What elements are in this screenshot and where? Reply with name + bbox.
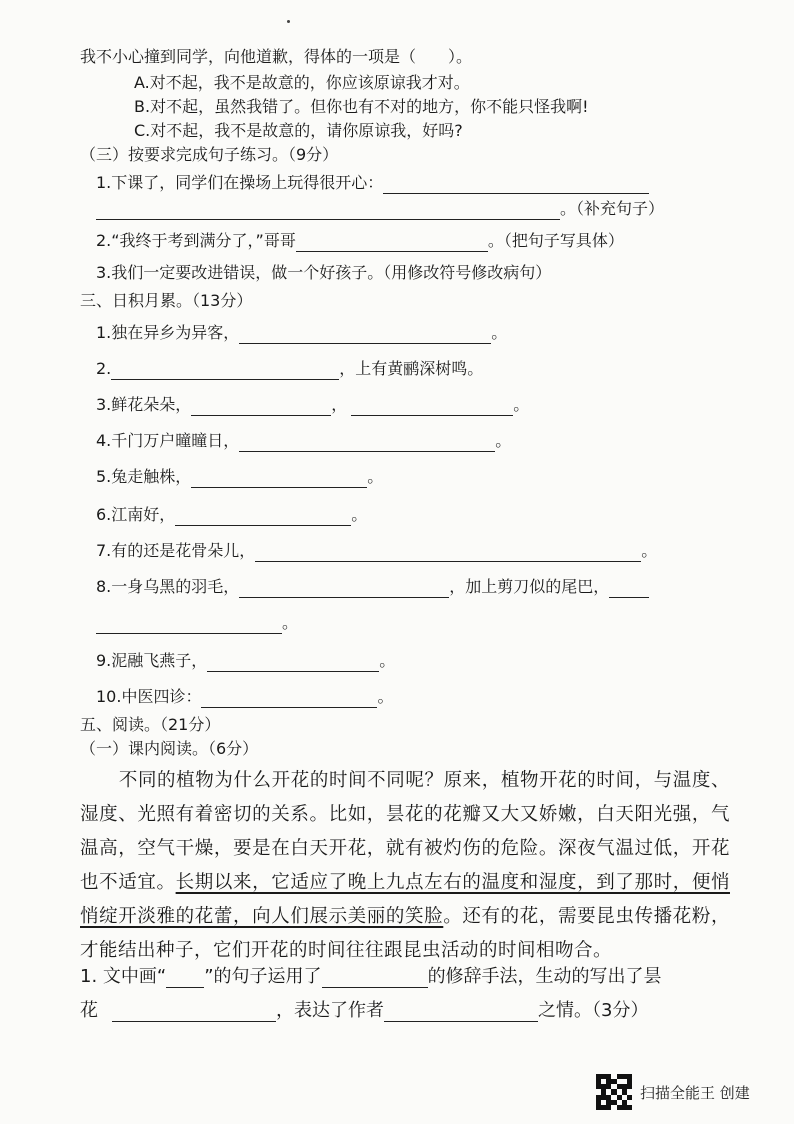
punctuation: 。: [282, 613, 299, 632]
section3-q2-suffix: 。（把句子写具体）: [487, 231, 624, 250]
accumulation-q4: [96, 430, 511, 452]
answer-blank[interactable]: [112, 1003, 276, 1022]
punctuation: 。: [379, 651, 396, 670]
section3-q2-prefix: 2.“我终于考到满分了，”哥哥: [96, 231, 296, 250]
scan-speck: [287, 20, 290, 23]
answer-blank[interactable]: [207, 653, 379, 672]
accumulation-q4-prefix: 4.千门万户曈曈日，: [96, 431, 240, 450]
accumulation-q8-prefix: 8.一身乌黑的羽毛，: [96, 577, 240, 596]
answer-blank[interactable]: [191, 469, 367, 488]
punctuation: 。: [495, 431, 512, 450]
section3-q2: [96, 230, 624, 252]
accumulation-q9: [96, 650, 395, 672]
answer-blank[interactable]: [166, 969, 204, 988]
punctuation: 。: [491, 323, 508, 342]
reading-q1: [80, 966, 662, 988]
scanner-app-text: 扫描全能王 创建: [640, 1083, 750, 1102]
apology-question-stem: 我不小心撞到同学，向他道歉，得体的一项是（ ）。: [80, 47, 473, 66]
punctuation: 。: [367, 467, 384, 486]
accumulation-q8-continued: [96, 612, 298, 634]
accumulation-q8-middle: ，加上剪刀似的尾巴，: [449, 577, 610, 596]
answer-blank[interactable]: [111, 361, 339, 380]
reading-passage: [80, 764, 730, 968]
answer-blank[interactable]: [239, 433, 495, 452]
answer-blank[interactable]: [609, 579, 649, 598]
section3-title: （三）按要求完成句子练习。（9分）: [80, 145, 339, 164]
answer-blank[interactable]: [191, 397, 331, 416]
answer-blank[interactable]: [96, 615, 282, 634]
accumulation-q2-suffix: ，上有黄鹂深树鸣。: [339, 359, 484, 378]
reading-q1-text: 花: [80, 1000, 98, 1021]
answer-blank[interactable]: [383, 175, 649, 194]
punctuation: 。: [513, 395, 530, 414]
accumulation-q5-prefix: 5.兔走触株，: [96, 467, 192, 486]
accumulation-q6: [96, 504, 367, 526]
accumulation-q3: [96, 394, 529, 416]
qr-code-icon: [596, 1074, 632, 1110]
answer-blank[interactable]: [239, 325, 491, 344]
answer-blank[interactable]: [175, 507, 351, 526]
accumulation-q2: [96, 358, 483, 380]
reading-q1-text: 之情。（3分）: [538, 1000, 649, 1021]
passage-underlined-sentence: 长期以来，它适应了晚上九点左右的温度和湿度，到了那时，便悄悄绽开淡雅的花蕾，向人们展示美丽的笑脸: [80, 872, 730, 927]
accumulation-q7: [96, 540, 657, 562]
reading-q1-text: ”的句子运用了: [204, 966, 322, 987]
reading-subtitle: （一）课内阅读。（6分）: [80, 739, 259, 758]
answer-blank[interactable]: [255, 543, 641, 562]
reading-title: 五、阅读。（21分）: [80, 715, 221, 734]
apology-option-a: A.对不起，我不是故意的，你应该原谅我才对。: [134, 73, 470, 92]
accumulation-q7-prefix: 7.有的还是花骨朵儿，: [96, 541, 256, 560]
accumulation-q10: [96, 686, 393, 708]
apology-option-b: B.对不起，虽然我错了。但你也有不对的地方，你不能只怪我啊!: [134, 97, 589, 116]
answer-blank[interactable]: [351, 397, 513, 416]
passage-text: 。还有的花，需要昆虫传播花粉，才能结出种子，它们开花的时间往往跟昆虫活动的时间相吻合。: [80, 906, 730, 961]
reading-q1-text: ，表达了作者: [276, 1000, 384, 1021]
section3-q1-prefix: 1.下课了，同学们在操场上玩得很开心：: [96, 173, 384, 192]
section3-q3: 3.我们一定要改进错误，做一个好孩子。（用修改符号修改病句）: [96, 263, 552, 282]
reading-q1-text: 的修辞手法，生动的写出了昙: [427, 966, 662, 987]
section3-q1: [96, 172, 649, 194]
answer-blank[interactable]: [384, 1003, 538, 1022]
apology-option-c: C.对不起，我不是故意的，请你原谅我，好吗?: [134, 121, 463, 140]
passage-text: 不同的植物为什么开花的时间不同呢？原来，植物开花的时间，与温度、湿度、光照有着密切的关系。比如，昙花的花瓣又大又娇嫩，白天阳光强，气温高，空气干燥，要是在白天开花，就有被灼伤的危险。深夜气温过低，开花也不适宜。: [80, 770, 730, 893]
scanner-watermark: [596, 1074, 750, 1110]
punctuation: 。: [351, 505, 368, 524]
accumulation-q9-prefix: 9.泥融飞燕子，: [96, 651, 208, 670]
accumulation-q2-prefix: 2.: [96, 359, 112, 378]
answer-blank[interactable]: [201, 689, 377, 708]
reading-q1-text: 1. 文中画“: [80, 966, 167, 987]
accumulation-q10-prefix: 10.中医四诊：: [96, 687, 202, 706]
answer-blank[interactable]: [239, 579, 449, 598]
accumulation-q1-prefix: 1.独在异乡为异客，: [96, 323, 240, 342]
section3-q1-suffix: 。（补充句子）: [560, 199, 665, 218]
punctuation: 。: [377, 687, 394, 706]
section3-q1-continued: [96, 198, 664, 220]
accumulation-q8: [96, 576, 649, 598]
accumulation-q3-prefix: 3.鲜花朵朵，: [96, 395, 192, 414]
punctuation: ，: [331, 395, 348, 414]
punctuation: 。: [641, 541, 658, 560]
accumulation-q6-prefix: 6.江南好，: [96, 505, 176, 524]
accumulation-q1: [96, 322, 507, 344]
accumulation-q5: [96, 466, 383, 488]
answer-blank[interactable]: [296, 233, 488, 252]
accumulation-title: 三、日积月累。（13分）: [80, 291, 253, 310]
reading-q1-continued: [80, 1000, 648, 1022]
answer-blank[interactable]: [322, 969, 428, 988]
answer-blank[interactable]: [96, 201, 560, 220]
